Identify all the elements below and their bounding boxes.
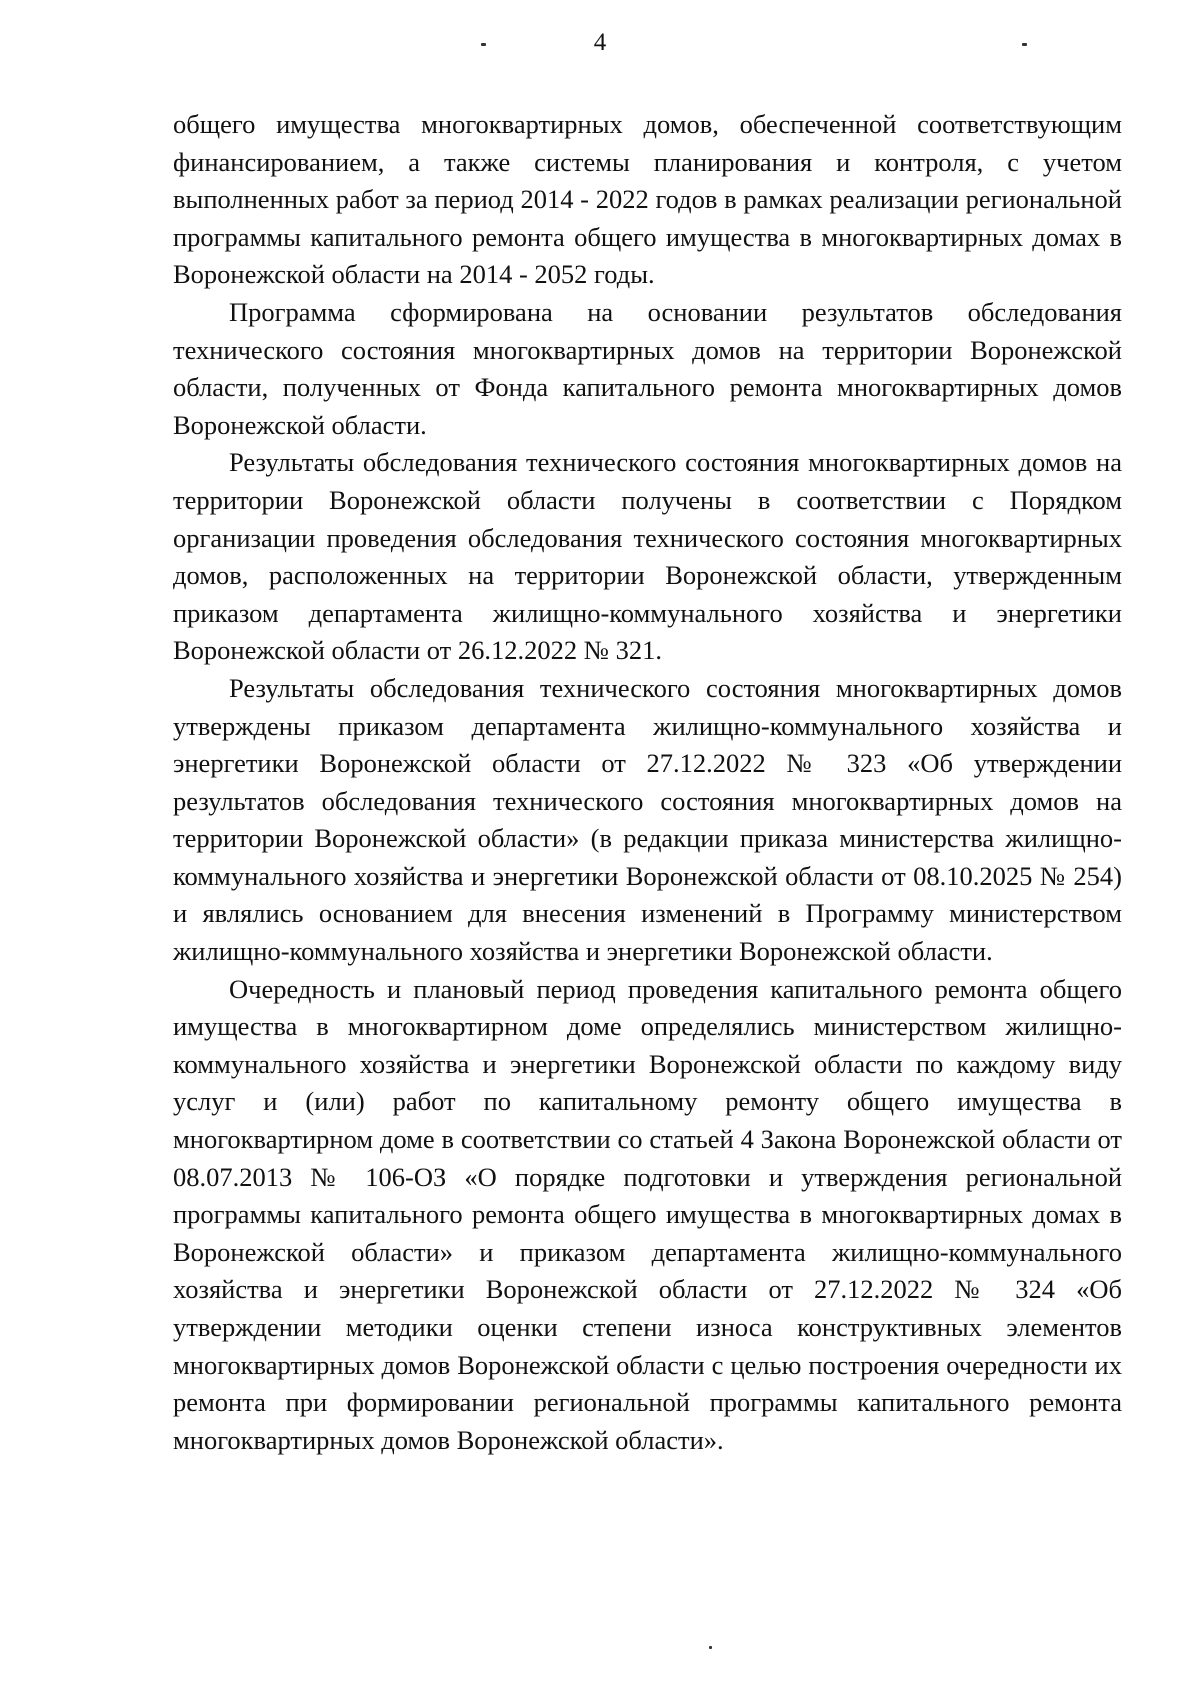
scan-speck [1022,43,1027,46]
paragraph-repair-order: Очередность и плановый период проведения капитального ремонта общего имущества в многоквартирном доме определялись министерством жилищно-коммунального хозяйства и энергетики Воронежской области по каждому виду услуг и (или) работ по капитальному ремонту общего имущества в многоквартирном доме в соответствии со статьей 4 Закона Воронежской области от 08.07.2013 № 106-ОЗ «О порядке подготовки и утверждения региональной программы капитального ремонта общего имущества в многоквартирных домах в Воронежской области» и приказом департамента жилищно-коммунального хозяйства и энергетики Воронежской области от 27.12.2022 № 324 «Об утверждении методики оценки степени износа конструктивных элементов многоквартирных домов Воронежской области с целью построения очередности их ремонта при формировании региональной программы капитального ремонта многоквартирных домов Воронежской области». [173,973,1122,1455]
scan-speck [709,1646,712,1649]
paragraph-survey-results: Результаты обследования технического состояния многоквартирных домов на территории Воронежской области получены в соответствии с Порядком организации проведения обследования технического состояния многоквартирных домов, расположенных на территории Воронежской области, утвержденным приказом департамента жилищно-коммунального хозяйства и энергетики Воронежской области от 26.12.2022 № 321. [173,447,1122,666]
page-number: 4 [593,29,607,56]
paragraph-continuation: общего имущества многоквартирных домов, обеспеченной соответствующим финансированием, а также системы планирования и контроля, с учетом выполненных работ за период 2014 - 2022 годов в рамках реализации региональной программы капитального ремонта общего имущества в многоквартирных домах в Воронежской области на 2014 - 2052 годы. [173,109,1122,290]
paragraph-program-basis: Программа сформирована на основании результатов обследования технического состояния многоквартирных домов на территории Воронежской области, полученных от Фонда капитального ремонта многоквартирных домов Воронежской области. [173,296,1122,440]
paragraph-results-approval: Результаты обследования технического состояния многоквартирных домов утверждены приказом департамента жилищно-коммунального хозяйства и энергетики Воронежской области от 27.12.2022 № 323 «Об утверждении результатов обследования технического состояния многоквартирных домов на территории Воронежской области» (в редакции приказа министерства жилищно-коммунального хозяйства и энергетики Воронежской области от 08.10.2025 № 254) и являлись основанием для внесения изменений в Программу министерством жилищно-коммунального хозяйства и энергетики Воронежской области. [173,672,1122,967]
document-body [173,106,1122,1459]
